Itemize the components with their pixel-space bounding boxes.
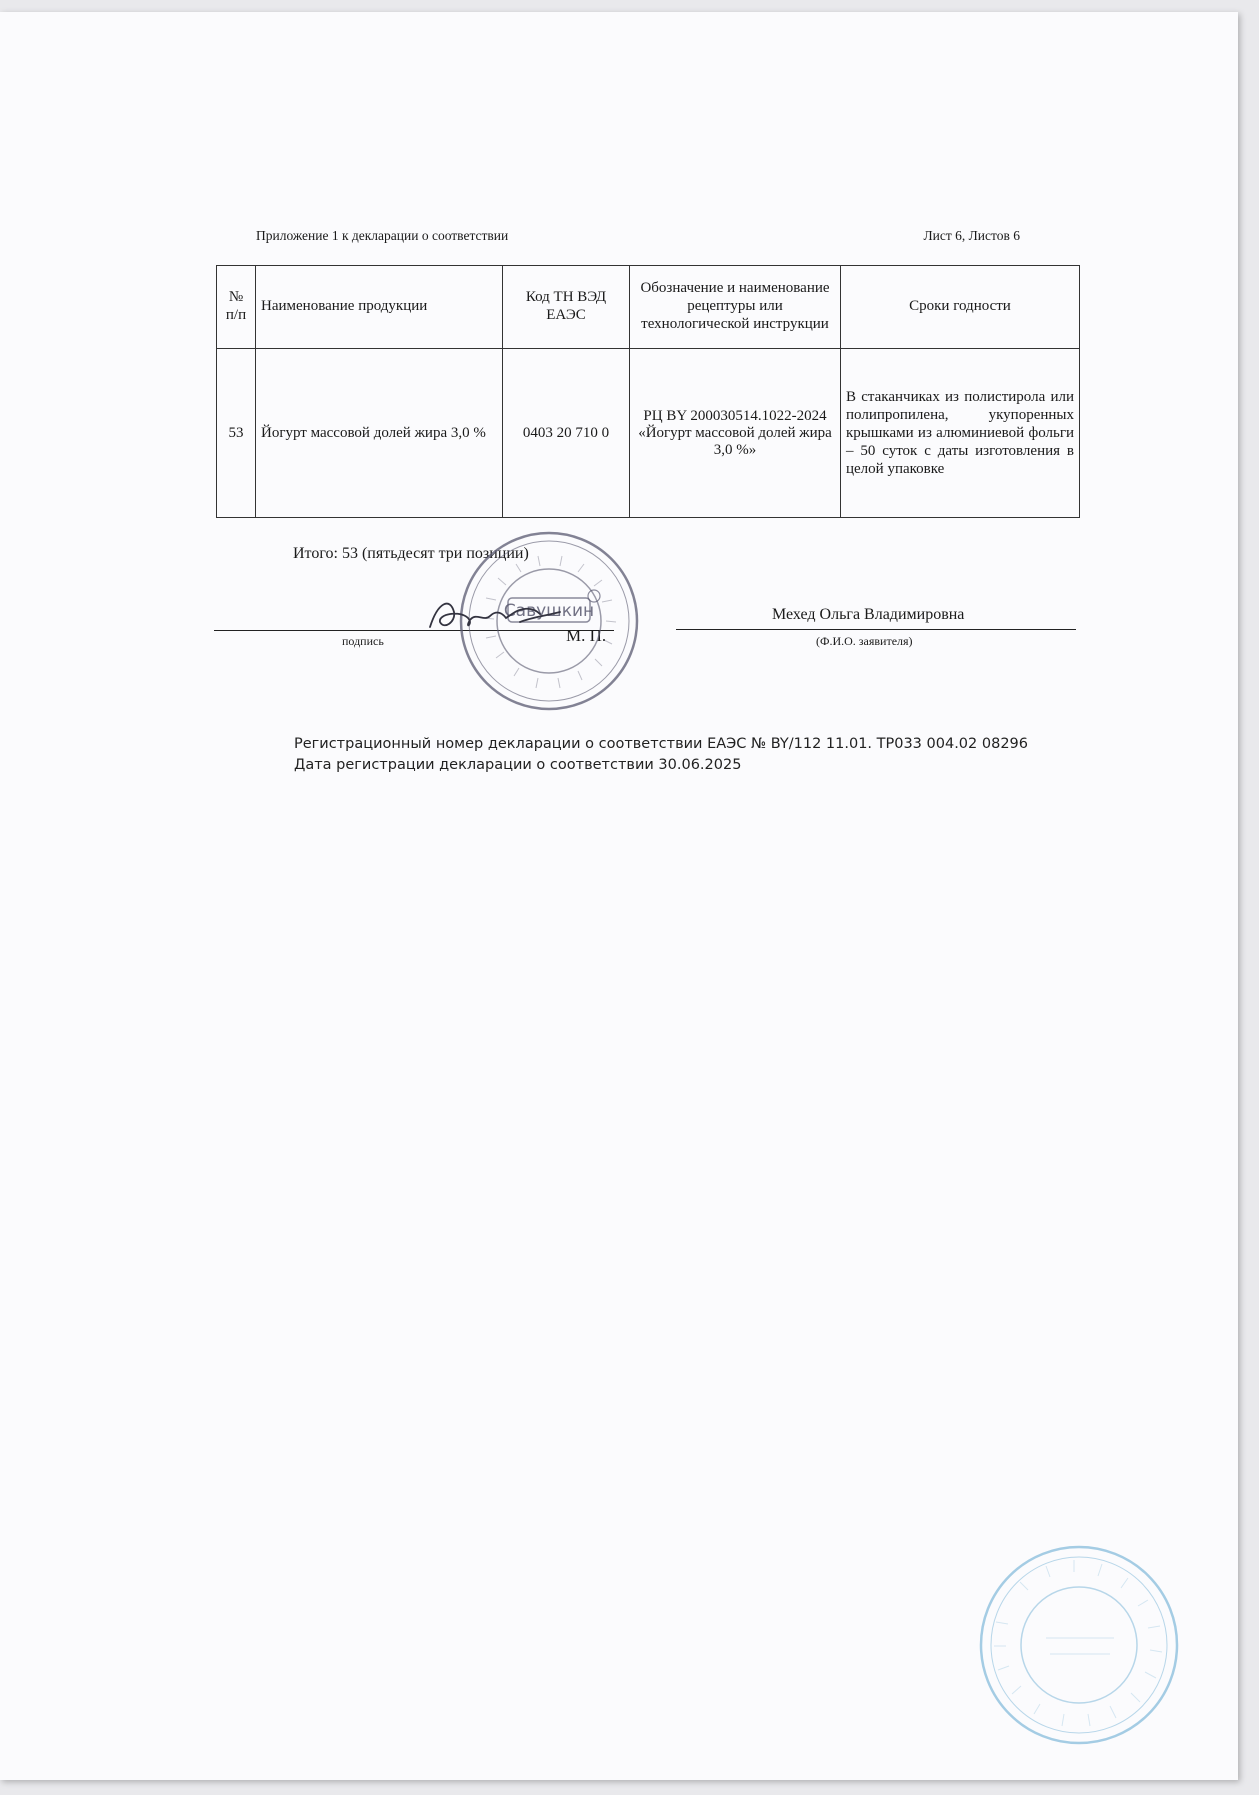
row-code: 0403 20 710 0 xyxy=(503,349,630,518)
applicant-name: Мехед Ольга Владимировна xyxy=(772,606,965,623)
handwritten-signature xyxy=(420,592,570,642)
registration-number: Регистрационный номер декларации о соответствии ЕАЭС № BY/112 11.01. ТР033 004.02 08296 xyxy=(294,736,1028,752)
applicant-caption: (Ф.И.О. заявителя) xyxy=(816,634,913,648)
total-line: Итого: 53 (пятьдесят три позиции) xyxy=(293,545,529,562)
table-header-row xyxy=(217,266,1080,349)
seal-brand-text: Савушкин xyxy=(503,601,595,621)
col-header-code: Код ТН ВЭД ЕАЭС xyxy=(503,266,630,349)
col-header-recipe: Обозначение и наименование рецептуры или технологической инструкции xyxy=(630,266,841,349)
row-num: 53 xyxy=(217,349,256,518)
row-recipe: РЦ BY 200030514.1022-2024 «Йогурт массовой долей жира 3,0 %» xyxy=(630,349,841,518)
blue-stamp xyxy=(976,1542,1182,1748)
row-product-name: Йогурт массовой долей жира 3,0 % xyxy=(256,349,503,518)
document-sheet xyxy=(0,12,1238,1780)
col-header-shelf-life: Сроки годности xyxy=(841,266,1080,349)
col-header-num: № п/п xyxy=(217,266,256,349)
signature-caption: подпись xyxy=(342,634,384,648)
table-row xyxy=(217,349,1080,518)
row-shelf-life: В стаканчиках из полистирола или полипропилена, укупоренных крышками из алюминиевой фольги – 50 суток с даты изготовления в целой упаковке xyxy=(841,349,1080,518)
registration-date: Дата регистрации декларации о соответствии 30.06.2025 xyxy=(294,757,742,774)
appendix-title: Приложение 1 к декларации о соответствии xyxy=(256,228,509,243)
col-header-name: Наименование продукции xyxy=(256,266,503,349)
applicant-line xyxy=(676,629,1076,630)
registration-block xyxy=(294,734,1028,776)
page-header xyxy=(256,228,1020,244)
seal-caption: М. П. xyxy=(566,626,607,645)
sheet-counter: Лист 6, Листов 6 xyxy=(923,228,1020,243)
products-table xyxy=(216,265,1080,518)
